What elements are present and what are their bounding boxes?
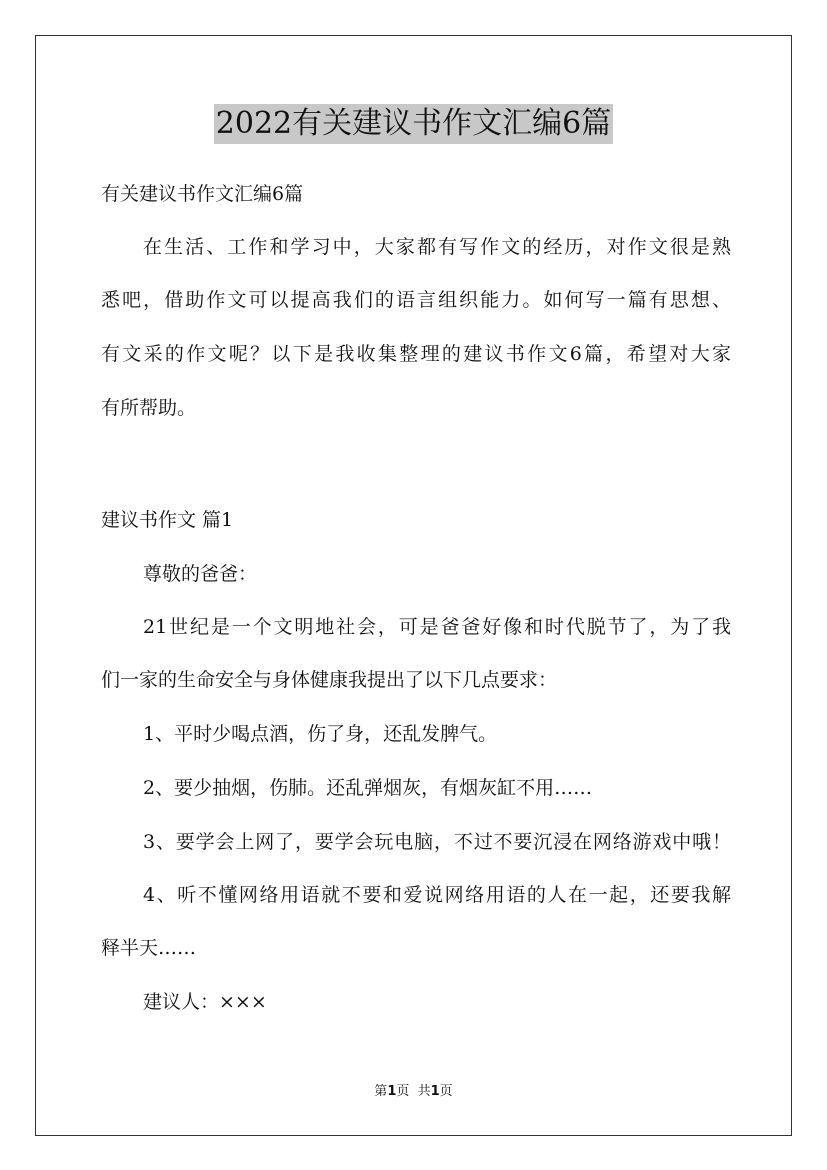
footer-mid: 页 共 bbox=[396, 1084, 431, 1099]
body-line-2: 们一家的生命安全与身体健康我提出了以下几点要求： bbox=[101, 669, 558, 691]
intro-line-1: 在生活、工作和学习中，大家都有写作文的经历，对作文很是熟 bbox=[143, 236, 731, 258]
footer-page-number: 1 bbox=[387, 1084, 397, 1099]
body-line-1: 21世纪是一个文明地社会，可是爸爸好像和时代脱节了，为了我 bbox=[143, 616, 731, 638]
footer-suffix: 页 bbox=[439, 1084, 453, 1099]
list-item-1: 1、平时少喝点酒，伤了身，还乱发脾气。 bbox=[143, 723, 498, 745]
page-footer bbox=[0, 1083, 827, 1101]
signature: 建议人：××× bbox=[143, 991, 267, 1013]
intro-line-3: 有文采的作文呢？以下是我收集整理的建议书作文6篇，希望对大家 bbox=[101, 343, 731, 365]
document-title-wrapper bbox=[0, 104, 827, 144]
document-subtitle: 有关建议书作文汇编6篇 bbox=[101, 183, 304, 205]
intro-line-2: 悉吧，借助作文可以提高我们的语言组织能力。如何写一篇有思想、 bbox=[101, 289, 731, 311]
salutation: 尊敬的爸爸： bbox=[143, 563, 258, 585]
footer-prefix: 第 bbox=[374, 1084, 388, 1099]
list-item-4-line-1: 4、听不懂网络用语就不要和爱说网络用语的人在一起，还要我解 bbox=[143, 884, 731, 906]
section-heading: 建议书作文 篇1 bbox=[101, 509, 234, 531]
intro-line-4: 有所帮助。 bbox=[101, 397, 197, 419]
document-title: 2022有关建议书作文汇编6篇 bbox=[214, 104, 613, 144]
footer-page-total: 1 bbox=[430, 1084, 440, 1099]
list-item-4-line-2: 释半天…… bbox=[101, 937, 197, 959]
list-item-3: 3、要学会上网了，要学会玩电脑，不过不要沉浸在网络游戏中哦！ bbox=[143, 831, 731, 853]
list-item-2: 2、要少抽烟，伤肺。还乱弹烟灰，有烟灰缸不用…… bbox=[143, 777, 593, 799]
